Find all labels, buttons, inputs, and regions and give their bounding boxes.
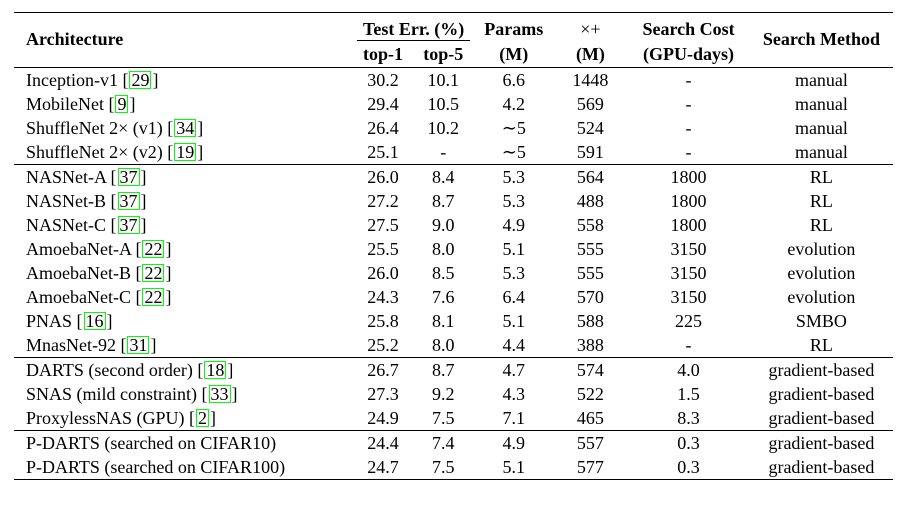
header-params: Params	[474, 13, 554, 42]
cell-mults: 388	[576, 335, 604, 355]
cell-mults: 522	[576, 384, 604, 404]
cell-top1: 24.7	[353, 455, 412, 480]
cell-method: evolution	[787, 239, 856, 259]
architecture-name: MnasNet-92 [	[26, 335, 127, 355]
cell-mults: 557	[554, 431, 628, 456]
cell-top5: 8.7	[432, 191, 455, 211]
cell-params: ∼5	[501, 118, 526, 138]
cell-method: gradient-based	[750, 358, 893, 383]
cell-method: gradient-based	[750, 455, 893, 480]
citation-bracket: ]	[106, 311, 113, 331]
table-row	[14, 261, 893, 285]
cell-method: RL	[750, 165, 893, 190]
cell-params: 4.2	[502, 94, 526, 114]
table-row	[14, 358, 893, 383]
cell-architecture	[14, 382, 353, 406]
architecture-name: ProxylessNAS (GPU) [	[26, 408, 196, 428]
table-row	[14, 140, 893, 165]
architecture-name: NASNet-C [	[26, 215, 117, 235]
table-row	[14, 285, 893, 309]
cell-mults: 588	[576, 311, 604, 331]
cell-cost: 1800	[627, 165, 750, 190]
cell-mults: 591	[576, 142, 604, 162]
citation-bracket: ]	[197, 118, 204, 138]
cell-cost: 8.3	[677, 408, 700, 428]
header-architecture: Architecture	[14, 13, 353, 68]
cell-params: 5.3	[502, 263, 526, 283]
cell-cost: -	[685, 335, 692, 355]
citation-link[interactable]: 37	[119, 215, 138, 235]
cell-mults: 555	[576, 239, 604, 259]
architecture-name: DARTS (second order) [	[26, 360, 204, 380]
citation-bracket: ]	[140, 215, 147, 235]
architecture-name: ShuffleNet 2× (v1) [	[26, 118, 174, 138]
cell-architecture	[14, 68, 353, 93]
header-cmidrule	[357, 40, 470, 41]
cell-top5: 10.1	[413, 68, 474, 93]
cell-method: gradient-based	[768, 384, 875, 404]
cell-mults: 1448	[554, 68, 628, 93]
cell-cost: 3150	[670, 287, 707, 307]
cell-cost: -	[685, 118, 692, 138]
cell-cost: 1.5	[677, 384, 700, 404]
cell-top5: 7.5	[413, 455, 474, 480]
cell-cost: -	[627, 68, 750, 93]
cell-mults: 488	[576, 191, 604, 211]
cell-top5: 8.0	[432, 239, 455, 259]
cell-top5: 8.7	[413, 358, 474, 383]
cell-top1: 25.8	[367, 311, 399, 331]
cell-top5: 7.6	[432, 287, 455, 307]
cell-mults: 558	[576, 215, 604, 235]
cell-method: evolution	[787, 287, 856, 307]
citation-bracket: ]	[129, 94, 136, 114]
cell-top5: 8.4	[413, 165, 474, 190]
cell-params: 4.9	[502, 215, 526, 235]
table-row	[14, 189, 893, 213]
citation-bracket: ]	[150, 335, 157, 355]
table-row	[14, 165, 893, 190]
citation-bracket: ]	[210, 408, 217, 428]
cell-params: 5.1	[502, 239, 526, 259]
cell-mults: 577	[554, 455, 628, 480]
cell-architecture	[14, 140, 353, 165]
cell-top1: 25.2	[367, 335, 399, 355]
cell-method: manual	[794, 118, 848, 138]
cell-cost: 3150	[670, 263, 707, 283]
table-row	[14, 68, 893, 93]
header-mults-unit: (M)	[575, 44, 605, 64]
citation-link[interactable]: 19	[176, 142, 195, 162]
cell-method: SMBO	[795, 311, 847, 331]
architecture-name: PNAS [	[26, 311, 83, 331]
cell-top5: -	[440, 142, 447, 162]
citation-link[interactable]: 22	[144, 287, 163, 307]
table-row	[14, 431, 893, 456]
cell-cost: 3150	[670, 239, 707, 259]
table-row	[14, 406, 893, 431]
citation-bracket: ]	[165, 287, 172, 307]
cell-params: 4.7	[474, 358, 554, 383]
citation-link[interactable]: 18	[206, 360, 225, 380]
cell-top1: 27.2	[367, 191, 399, 211]
cell-architecture	[14, 309, 353, 333]
cell-architecture	[14, 406, 353, 431]
cell-architecture	[14, 116, 353, 140]
results-table-container	[14, 12, 893, 480]
cell-params: 4.9	[474, 431, 554, 456]
cell-mults: 570	[576, 287, 604, 307]
cell-params: 5.1	[502, 311, 526, 331]
cell-architecture	[14, 261, 353, 285]
cell-top5: 8.1	[432, 311, 455, 331]
citation-link[interactable]: 29	[131, 70, 150, 90]
architecture-name: AmoebaNet-B [	[26, 263, 142, 283]
cell-architecture	[14, 92, 353, 116]
cell-params: 6.6	[474, 68, 554, 93]
cell-top1: 26.0	[367, 263, 399, 283]
citation-link[interactable]: 37	[119, 167, 138, 187]
cell-top1: 24.4	[353, 431, 412, 456]
header-top1: top-1	[362, 44, 403, 64]
cell-method: gradient-based	[768, 408, 875, 428]
citation-link[interactable]: 22	[144, 239, 163, 259]
cell-params: 5.3	[502, 191, 526, 211]
table-row	[14, 382, 893, 406]
cell-architecture	[14, 358, 353, 383]
header-test-err-label: Test Err. (%)	[363, 19, 465, 39]
cell-cost: 1800	[670, 191, 707, 211]
cell-top5: 9.0	[432, 215, 455, 235]
cell-top1: 27.5	[367, 215, 399, 235]
architecture-name: NASNet-A [	[26, 167, 117, 187]
architecture-name: ShuffleNet 2× (v2) [	[26, 142, 174, 162]
table-row	[14, 455, 893, 480]
cell-top1: 30.2	[353, 68, 412, 93]
table-row	[14, 309, 893, 333]
cell-cost: -	[685, 142, 692, 162]
cell-top5: 10.5	[427, 94, 460, 114]
cell-method: manual	[794, 142, 848, 162]
cell-method: RL	[809, 335, 833, 355]
architecture-name: AmoebaNet-A [	[26, 239, 142, 259]
cell-top1: 24.9	[367, 408, 399, 428]
architecture-name: SNAS (mild constraint) [	[26, 384, 208, 404]
cell-params: ∼5	[501, 142, 526, 162]
citation-bracket: ]	[165, 263, 172, 283]
header-search-cost: Search Cost	[627, 13, 750, 42]
cell-params: 7.1	[502, 408, 526, 428]
citation-bracket: ]	[165, 239, 172, 259]
cell-top1: 25.1	[367, 142, 399, 162]
cell-top1: 26.7	[353, 358, 412, 383]
table-row	[14, 237, 893, 261]
architecture-name: NASNet-B [	[26, 191, 117, 211]
cell-mults: 564	[554, 165, 628, 190]
cell-architecture	[14, 431, 353, 456]
cell-architecture	[14, 285, 353, 309]
cell-params: 4.3	[502, 384, 526, 404]
cell-params: 6.4	[502, 287, 526, 307]
cell-params: 5.3	[474, 165, 554, 190]
cell-architecture	[14, 333, 353, 358]
cell-method: manual	[750, 68, 893, 93]
cell-top1: 27.3	[367, 384, 399, 404]
citation-link[interactable]: 34	[176, 118, 195, 138]
cell-cost: 1800	[670, 215, 707, 235]
cell-method: gradient-based	[750, 431, 893, 456]
cell-top1: 29.4	[367, 94, 399, 114]
header-top5: top-5	[423, 44, 464, 64]
architecture-name: AmoebaNet-C [	[26, 287, 142, 307]
cell-top5: 9.2	[432, 384, 455, 404]
architecture-name: Inception-v1 [	[26, 70, 129, 90]
citation-link[interactable]: 37	[119, 191, 138, 211]
header-search-method: Search Method	[750, 13, 893, 68]
table-row	[14, 116, 893, 140]
cell-architecture	[14, 455, 353, 480]
cell-top1: 26.0	[353, 165, 412, 190]
cell-mults: 465	[576, 408, 604, 428]
cell-method: evolution	[787, 263, 856, 283]
cell-top1: 25.5	[367, 239, 399, 259]
cell-architecture	[14, 213, 353, 237]
header-params-unit: (M)	[499, 44, 529, 64]
table-body	[14, 68, 893, 480]
cell-cost: 0.3	[627, 455, 750, 480]
citation-bracket: ]	[197, 142, 204, 162]
cell-architecture	[14, 237, 353, 261]
citation-link[interactable]: 16	[85, 311, 104, 331]
citation-link[interactable]: 31	[129, 335, 148, 355]
cell-top5: 8.0	[432, 335, 455, 355]
architecture-name: P-DARTS (searched on CIFAR100)	[26, 457, 286, 477]
citation-link[interactable]: 22	[144, 263, 163, 283]
citation-link[interactable]: 9	[117, 94, 127, 114]
cell-method: RL	[809, 191, 833, 211]
cell-architecture	[14, 165, 353, 190]
cell-cost: -	[685, 94, 692, 114]
cell-top1: 26.4	[367, 118, 399, 138]
header-test-err	[353, 13, 474, 42]
cell-mults: 524	[576, 118, 604, 138]
table-row	[14, 92, 893, 116]
header-mults: ×+	[554, 13, 628, 42]
citation-bracket: ]	[227, 360, 234, 380]
cell-cost: 0.3	[627, 431, 750, 456]
cell-method: RL	[809, 215, 833, 235]
cell-top1: 24.3	[367, 287, 399, 307]
cell-top5: 7.4	[413, 431, 474, 456]
cell-top5: 10.2	[427, 118, 460, 138]
cell-cost: 4.0	[627, 358, 750, 383]
cell-params: 5.1	[474, 455, 554, 480]
cell-top5: 7.5	[432, 408, 455, 428]
cell-mults: 569	[576, 94, 604, 114]
cell-cost: 225	[675, 311, 703, 331]
cell-method: manual	[794, 94, 848, 114]
cell-mults: 574	[554, 358, 628, 383]
cell-top5: 8.5	[432, 263, 455, 283]
citation-bracket: ]	[140, 167, 147, 187]
cell-params: 4.4	[502, 335, 526, 355]
citation-link[interactable]: 2	[198, 408, 208, 428]
architecture-name: P-DARTS (searched on CIFAR10)	[26, 433, 277, 453]
table-row	[14, 213, 893, 237]
results-table	[14, 12, 893, 480]
cell-architecture	[14, 189, 353, 213]
architecture-name: MobileNet [	[26, 94, 115, 114]
table-row	[14, 333, 893, 358]
citation-bracket: ]	[140, 191, 147, 211]
table-header	[14, 13, 893, 68]
citation-link[interactable]: 33	[210, 384, 229, 404]
header-search-cost-unit: (GPU-days)	[643, 44, 735, 64]
cell-mults: 555	[576, 263, 604, 283]
citation-bracket: ]	[231, 384, 238, 404]
citation-bracket: ]	[152, 70, 159, 90]
